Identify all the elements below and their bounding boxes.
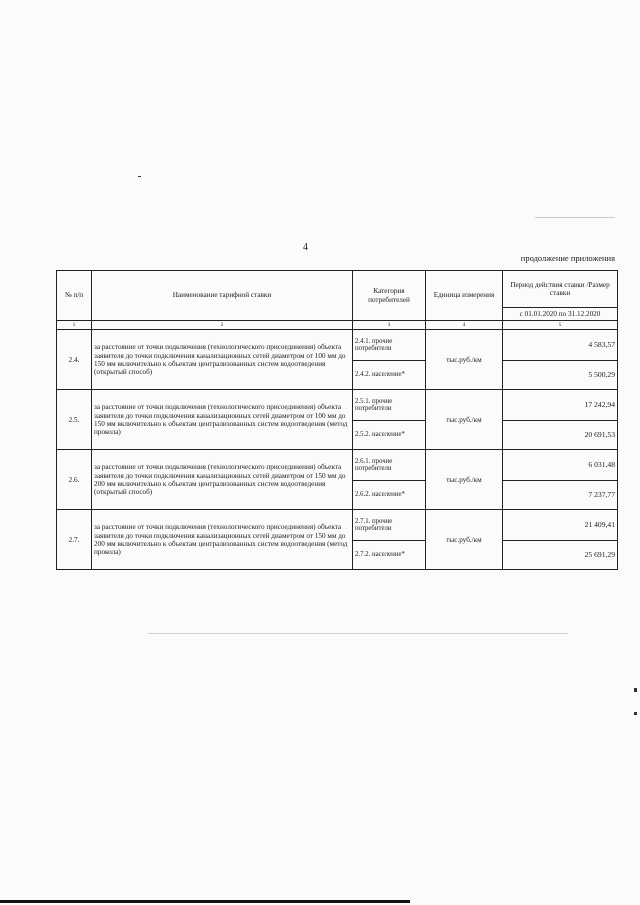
scan-artifact-speck bbox=[634, 688, 637, 692]
rate-name: за расстояние от точки подключения (технологического присоединения) объекта заявителя до точки подключения канализационных сетей диаметром от 150 мм до 200 мм включительно к объектам централизованных систем водоотведения (метод прокола) bbox=[92, 510, 353, 570]
rate-name: за расстояние от точки подключения (технологического присоединения) объекта заявителя до точки подключения канализационных сетей диаметром от 100 мм до 150 мм включительно к объектам централизованных систем водоотведения (метод прокола) bbox=[92, 390, 353, 450]
header-category: Категория потребителей bbox=[353, 271, 426, 321]
tariff-table bbox=[56, 270, 618, 570]
rate-value: 5 500,29 bbox=[503, 361, 618, 390]
row-number: 2.5. bbox=[57, 390, 92, 450]
scan-artifact-line bbox=[148, 633, 568, 634]
category-cell: 2.6.1. прочие потребители bbox=[353, 450, 426, 481]
unit-cell: тыс.руб./км bbox=[426, 450, 503, 510]
table-row bbox=[57, 390, 618, 421]
unit-cell: тыс.руб./км bbox=[426, 330, 503, 390]
category-cell: 2.7.1. прочие потребители bbox=[353, 510, 426, 541]
category-cell: 2.4.2. население* bbox=[353, 361, 426, 390]
scan-artifact-line bbox=[0, 900, 410, 903]
index-cell: 1 bbox=[57, 321, 92, 330]
header-num: № п/п bbox=[57, 271, 92, 321]
rate-value: 25 691,29 bbox=[503, 541, 618, 570]
header-unit: Единица измерения bbox=[426, 271, 503, 321]
category-cell: 2.5.1. прочие потребители bbox=[353, 390, 426, 421]
row-number: 2.4. bbox=[57, 330, 92, 390]
table-row bbox=[57, 330, 618, 361]
rate-value: 21 409,41 bbox=[503, 510, 618, 541]
header-period: Период действия ставки /Размер ставки bbox=[503, 271, 618, 308]
table-row bbox=[57, 450, 618, 481]
scan-artifact-speck bbox=[634, 712, 637, 715]
row-number: 2.6. bbox=[57, 450, 92, 510]
rate-value: 20 691,53 bbox=[503, 421, 618, 450]
continuation-note: продолжение приложения bbox=[520, 253, 615, 263]
index-cell: 5 bbox=[503, 321, 618, 330]
category-cell: 2.6.2. население* bbox=[353, 481, 426, 510]
index-cell: 4 bbox=[426, 321, 503, 330]
rate-name: за расстояние от точки подключения (технологического присоединения) объекта заявителя до точки подключения канализационных сетей диаметром от 100 мм до 150 мм включительно к объектам централизованных систем водоотведения (открытый способ) bbox=[92, 330, 353, 390]
header-period-dates: с 01.01.2020 по 31.12.2020 bbox=[503, 308, 618, 321]
header-row bbox=[57, 271, 618, 308]
index-row bbox=[57, 321, 618, 330]
index-cell: 3 bbox=[353, 321, 426, 330]
row-number: 2.7. bbox=[57, 510, 92, 570]
rate-value: 4 583,57 bbox=[503, 330, 618, 361]
category-cell: 2.5.2. население* bbox=[353, 421, 426, 450]
category-cell: 2.7.2. население* bbox=[353, 541, 426, 570]
rate-value: 17 242,94 bbox=[503, 390, 618, 421]
header-name: Наименование тарифной ставки bbox=[92, 271, 353, 321]
index-cell: 2 bbox=[92, 321, 353, 330]
rate-name: за расстояние от точки подключения (технологического присоединения) объекта заявителя до точки подключения канализационных сетей диаметром от 150 мм до 200 мм включительно к объектам централизованных систем водоотведения (открытый способ) bbox=[92, 450, 353, 510]
rate-value: 7 237,77 bbox=[503, 481, 618, 510]
table-row bbox=[57, 510, 618, 541]
scan-artifact-speck bbox=[138, 176, 141, 177]
scan-artifact-line bbox=[535, 217, 615, 218]
category-cell: 2.4.1. прочие потребители bbox=[353, 330, 426, 361]
rate-value: 6 031,48 bbox=[503, 450, 618, 481]
unit-cell: тыс.руб./км bbox=[426, 390, 503, 450]
page-number: 4 bbox=[303, 242, 308, 253]
unit-cell: тыс.руб./км bbox=[426, 510, 503, 570]
